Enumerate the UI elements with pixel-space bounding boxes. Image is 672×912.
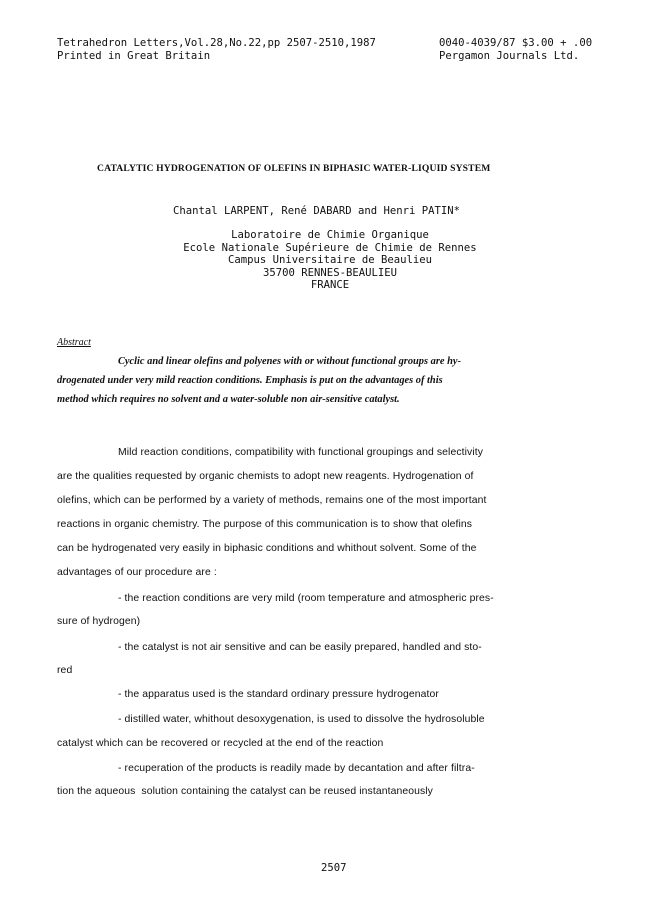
abstract-line: method which requires no solvent and a water-soluble non air-sensitive catalyst.	[57, 394, 400, 405]
affiliation-line: 35700 RENNES-BEAULIEU	[263, 266, 397, 279]
body-line: are the qualities requested by organic chemists to adopt new reagents. Hydrogenation of	[57, 471, 474, 482]
list-item-line: sure of hydrogen)	[57, 616, 141, 627]
body-line: olefins, which can be performed by a variety of methods, remains one of the most important	[57, 495, 487, 506]
printed-in-note: Printed in Great Britain	[57, 50, 211, 62]
body-line: reactions in organic chemistry. The purpose of this communication is to show that olefins	[57, 519, 473, 530]
list-item-line: catalyst which can be recovered or recycled at the end of the reaction	[57, 738, 384, 749]
list-item-line: - recuperation of the products is readily made by decantation and after filtra-	[118, 763, 475, 774]
affiliation-line: FRANCE	[310, 279, 350, 292]
page-number: 2507	[321, 862, 347, 874]
list-item-line: - the catalyst is not air sensitive and can be easily prepared, handled and sto-	[118, 642, 482, 653]
list-item-line: - distilled water, whithout desoxygenation, is used to dissolve the hydrosoluble	[118, 714, 485, 725]
affiliation-line: Laboratoire de Chimie Organique	[231, 229, 429, 241]
body-line: can be hydrogenated very easily in biphasic conditions and whithout solvent. Some of the	[57, 543, 477, 554]
abstract-line: drogenated under very mild reaction conditions. Emphasis is put on the advantages of this	[57, 375, 443, 386]
affiliation-line: Ecole Nationale Supérieure de Chimie de Rennes	[183, 241, 477, 254]
list-item-line: tion the aqueous solution containing the catalyst can be reused instantaneously	[57, 786, 433, 797]
abstract-heading: Abstract	[57, 337, 91, 348]
article-title: CATALYTIC HYDROGENATION OF OLEFINS IN BIPHASIC WATER-LIQUID SYSTEM	[97, 163, 491, 174]
journal-citation: Tetrahedron Letters,Vol.28,No.22,pp 2507-2510,1987	[57, 37, 376, 49]
list-item-line: - the apparatus used is the standard ordinary pressure hydrogenator	[118, 689, 439, 700]
affiliation-line: Campus Universitaire de Beaulieu	[227, 254, 433, 267]
list-item-line: - the reaction conditions are very mild (room temperature and atmospheric pres-	[118, 593, 494, 604]
abstract-line: Cyclic and linear olefins and polyenes with or without functional groups are hy-	[118, 356, 461, 367]
affiliation	[120, 229, 540, 292]
issn-price: 0040-4039/87 $3.00 + .00	[439, 37, 593, 49]
body-line: Mild reaction conditions, compatibility with functional groupings and selectivity	[118, 447, 484, 458]
list-item-line: red	[57, 665, 73, 676]
publisher: Pergamon Journals Ltd.	[439, 50, 580, 62]
authors: Chantal LARPENT, René DABARD and Henri PATIN*	[173, 205, 461, 217]
body-line: advantages of our procedure are :	[57, 567, 217, 578]
